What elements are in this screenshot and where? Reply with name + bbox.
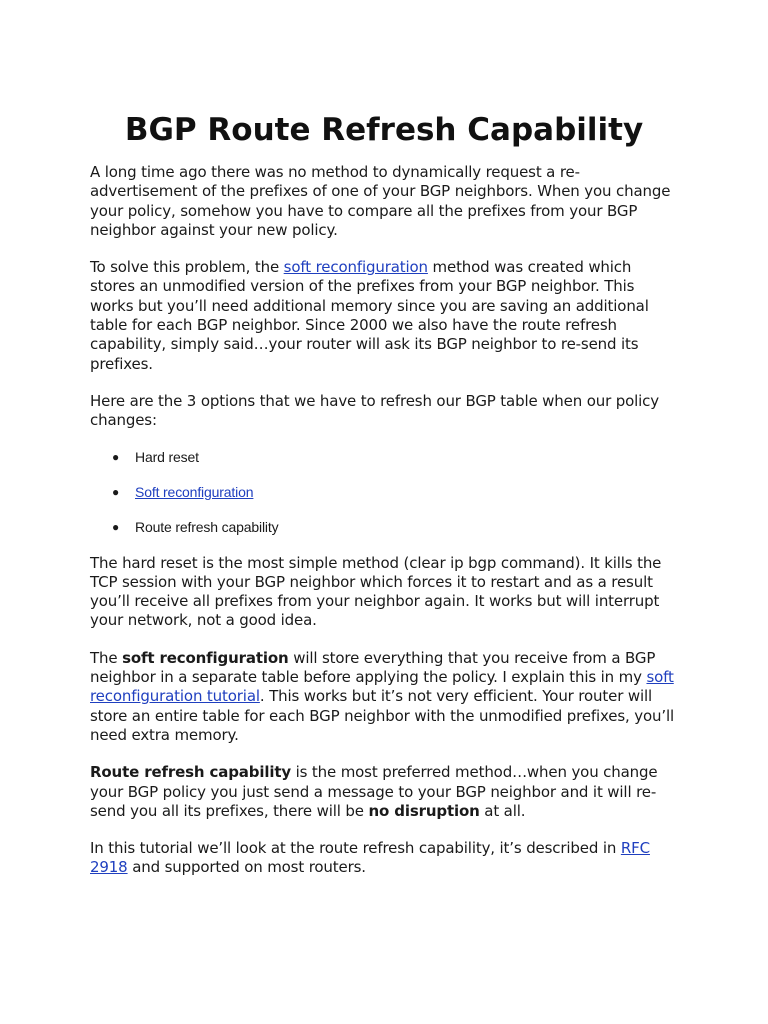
route-refresh-bold: Route refresh capability [90,763,291,782]
problem-text-before: To solve this problem, the [90,258,284,277]
option-soft-reconfiguration-link[interactable]: Soft reconfiguration [135,483,254,500]
bullet-icon: ● [112,449,120,464]
soft-reconfig-bold: soft reconfiguration [122,648,289,667]
no-disruption-bold: no disruption [368,801,480,820]
option-hard-reset: Hard reset [135,448,199,465]
intro-paragraph: A long time ago there was no method to dynamically request a re-advertisement of the prefixes of one of your BGP neighbors. When you change your policy, somehow you have to compare all the prefixes from your BGP neighbor against your new policy. [90,163,671,239]
hard-reset-paragraph: The hard reset is the most simple method (clear ip bgp command). It kills the TCP session with your BGP neighbor which forces it to restart and as a result you’ll receive all prefixes from your neighbor again. It works but will interrupt your network, not a good idea. [90,553,662,630]
route-refresh-paragraph [90,763,678,821]
soft-reconfiguration-tutorial-link[interactable]: soft reconfiguration tutorial [90,668,674,706]
soft-reconfiguration-paragraph [90,649,678,745]
problem-paragraph [90,258,678,374]
list-item [90,484,678,519]
route-refresh-mid: is the most preferred method…when you change your BGP policy you just send a message to your BGP neighbor and it will re-send you all its prefixes, there will be [90,763,658,820]
bullet-icon: ● [112,519,120,534]
list-item [90,519,678,554]
soft-reconfig-mid: will store everything that you receive from a BGP neighbor in a separate table before applying the policy. I explain this in my [90,648,656,687]
soft-reconfig-after: . This works but it’s not very efficient. Your router will store an entire table for each BGP neighbor with the unmodified prefixes, you’ll need extra memory. [90,687,675,744]
route-refresh-after: at all. [479,801,526,820]
problem-text-after: method was created which stores an unmodified version of the prefixes from your BGP neighbor. This works but you’ll need additional memory since you are saving an additional table for each BGP neighbor. Since 2000 we also have the route refresh capability, simply said…your router will ask its BGP neighbor to re-send its prefixes. [90,258,649,373]
soft-reconfiguration-link[interactable]: soft reconfiguration [283,258,428,277]
options-intro-paragraph: Here are the 3 options that we have to refresh our BGP table when our policy changes: [90,391,659,430]
page-title: BGP Route Refresh Capability [124,112,644,148]
list-item [90,449,678,484]
article-body [90,163,678,896]
tutorial-text-after: and supported on most routers. [127,858,366,877]
option-route-refresh: Route refresh capability [135,518,279,535]
soft-reconfig-lead: The [90,648,123,667]
tutorial-text-before: In this tutorial we’ll look at the route refresh capability, it’s described in [90,839,621,858]
tutorial-paragraph [90,839,678,878]
bullet-icon: ● [112,484,120,499]
rfc-2918-link[interactable]: RFC 2918 [90,839,650,877]
options-list [90,449,678,554]
